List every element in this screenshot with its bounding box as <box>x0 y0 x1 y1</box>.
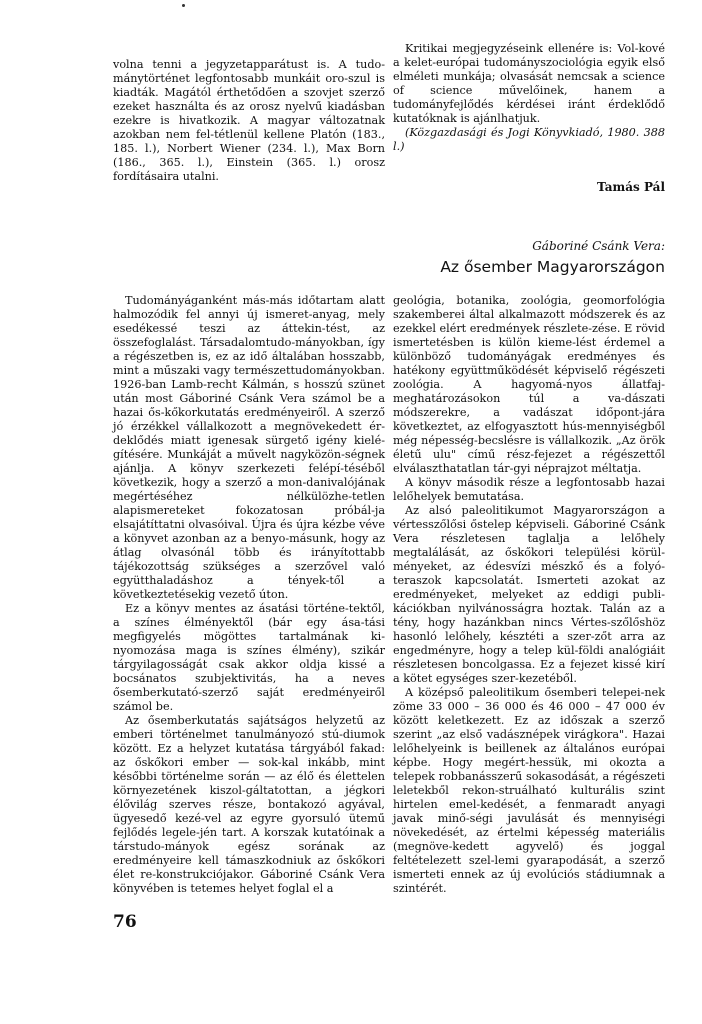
right-bottom-column <box>393 294 665 896</box>
paragraph: A könyv második része a legfontosabb hazai lelőhelyek bemutatása. <box>393 476 665 503</box>
right-top-column <box>393 42 665 154</box>
left-top-column <box>113 58 385 184</box>
book-author: Gáboriné Csánk Vera: <box>532 239 665 253</box>
left-top-text: volna tenni a jegyzetapparátust is. A tudo-mánytörténet legfontosabb munkáit oro-szul is kiadták. Magától érthetődően a szovjet szerző ezeket használta és az orosz nyelvű kiadásban ezekre is hivatkozik. A magyar változatnak azokban nem fel-tétlenül kellene Platón (183., 185. l.), Norbert Wiener (234. l.), Max Born (186., 365. l.), Einstein (365. l.) orosz fordításaira utalni. <box>113 58 385 183</box>
stray-mark <box>182 4 185 7</box>
book-title: Az ősember Magyarországon <box>440 258 665 276</box>
paragraph: Az ősemberkutatás sajátságos helyzetű az emberi történelmet tanulmányozó stú-diumok között. Ez a helyzet kutatása tárgyából fakad: az őskőkori ember — sok-kal inkább, mint későbbi történelme során — az élő és élettelen környezetének kiszol-gáltatottan, a jégkori élővilág szerves része, bontakozó agyával, ügyesedő kezé-vel az egyre gyorsuló ütemű fejlődés legele-jén tart. A korszak kutatóinak a társtudo-mányok egész sorának az eredményeire kell támaszkodniuk az őskőkori élet re-konstrukciójakor. Gáboriné Csánk Vera könyvében is tetemes helyet foglal el a <box>113 714 385 895</box>
reviewer-signature: Tamás Pál <box>597 180 665 194</box>
paragraph: Tudományáganként más-más időtartam alatt halmozódik fel annyi új ismeret-anyag, mely esedékessé teszi az áttekin-tést, az összefoglalást. Társadalomtudo-mányokban, így a régészetben is, ez az idő általában hosszabb, mint a műszaki vagy természettudományokban. 1926-ban Lamb-recht Kálmán, s hosszú szünet után most Gáboriné Csánk Vera számol be a hazai ős-kőkorkutatás eredményeiről. A szerző jó érzékkel vállalkozott a megnövekedett ér-deklődés miatt igenesak sürgető igény kielé-gítésére. Munkáját a művelt nagyközön-ségnek ajánlja. A könyv szerkezeti felépí-téséből következik, hogy a szerző a mon-danivalójának megértéséhez nélkülözhe-tetlen alapismereteket fokozatosan próbál-ja elsajátíttatni olvasóival. Újra és újra kézbe véve a könyvet azonban az a benyo-másunk, hogy az átlag olvasónál több és irányítottabb tájékozottság szükséges a szerzővel való együtthaladáshoz a tények-től a következtetésekig vezető úton. <box>113 294 385 601</box>
review-closing-text: Kritikai megjegyzéseink ellenére is: Vol-kové a kelet-európai tudományszociológia egyik első elméleti munkája; olvasását nemcsak a science of science művelőinek, hanem a tudományfejlődés kérdései iránt érdeklődő kutatóknak is ajánlhatjuk. <box>393 42 665 125</box>
paragraph: Az alsó paleolitikumot Magyarországon a vértesszőlősi őstelep képviseli. Gáboriné Csánk Vera részletesen taglalja a lelőhely megtalálását, az őskőkori települési körül-ményeket, az édesvízi mészkő és a folyó-teraszok kapcsolatát. Ismerteti azokat az eredményeket, melyeket az eddigi publi-kációkban nyilvánosságra hoztak. Talán az a tény, hogy hazánkban nincs Vértes-szőlőshöz hasonló lelőhely, késztéti a szer-zőt arra az engedményre, hogy a telep kül-földi analógiáit részletesen boncolgassa. Ez a fejezet kissé kirí a kötet egységes szer-kezetéből. <box>393 504 665 685</box>
page-number: 76 <box>113 912 137 932</box>
paragraph: Ez a könyv mentes az ásatási történe-tektől, a színes élményektől (bár egy ása-tási megfigyelés mögöttes tartalmának ki-nyomozása maga is színes élmény), szikár tárgyilagosságát csak akkor oldja kissé a bocsánatos szubjektivitás, ha a neves ősemberkutató-szerző saját eredményeiről számol be. <box>113 602 385 713</box>
paragraph: A középső paleolitikum ősemberi telepei-nek zöme 33 000 – 36 000 és 46 000 – 47 000 év között keletkezett. Ez az időszak a szerző szerint „az első vadásznépek virágkora". Hazai lelőhelyeink is beillenek az általános európai képbe. Hogy megért-hessük, mi okozta a telepek robbanásszerű sokasodását, a régészeti leletekből rekon-struálható kulturális szint hirtelen emel-kedését, a fenmaradt anyagi javak minő-ségi javulását és mennyiségi növekedését, az értelmi képesség materiális (megnöve-kedett agyvelő) és joggal feltételezett szel-lemi gyarapodását, a szerző ismerteti ennek az új evolúciós stádiumnak a szintérét. <box>393 686 665 895</box>
publication-citation: (Közgazdasági és Jogi Könyvkiadó, 1980. 388 l.) <box>393 126 665 153</box>
paragraph: geológia, botanika, zoológia, geomorfológia szakemberei által alkalmazott módszerek és az ezekkel elért eredmények részlete-zése. E rövid ismertetésben is külön kieme-lést érdemel a különböző tudományágak eredményes és hatékony együttműködését képviselő régészeti zoológia. A hagyomá-nyos állatfaj-meghatározásokon túl a va-dászati módszerekre, a vadászat időpont-jára következtet, az elfogyasztott hús-mennyiségből még népesség-becslésre is vállalkozik. „Az örök életű ulu" című rész-fejezet a régészettől elválaszthatatlan tár-gyi néprajzot méltatja. <box>393 294 665 475</box>
left-bottom-column <box>113 294 385 896</box>
